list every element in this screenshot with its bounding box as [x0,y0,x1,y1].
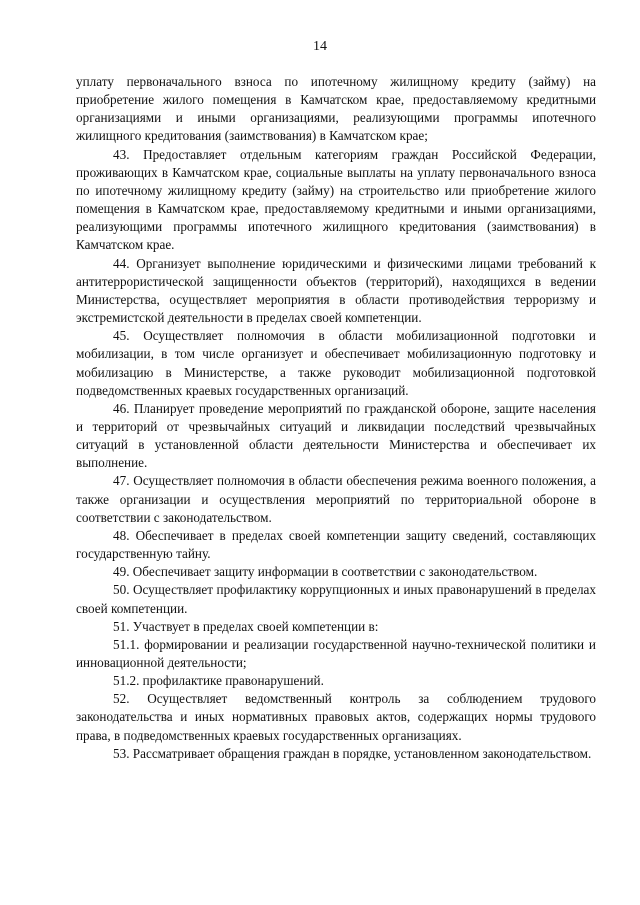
paragraph-item-49: 49. Обеспечивает защиту информации в соответствии с законодательством. [113,564,538,580]
paragraph-item-51: 51. Участвует в пределах своей компетенции в: [113,618,379,634]
paragraph-item-50: 50. Осуществляет профилактику коррупционных и иных правонарушений в пределах своей компетенции. [76,582,596,616]
paragraph-item-48: 48. Обеспечивает в пределах своей компетенции защиту сведений, составляющих государственную тайну. [76,527,596,562]
paragraph-item-51-2: 51.2. профилактике правонарушений. [113,673,324,689]
paragraph-item-51-1: 51.1. формировании и реализации государственной научно-технической политики и инновационной деятельности; [76,636,596,670]
paragraph-item-53: 53. Рассматривает обращения граждан в порядке, установленном законодательством. [113,745,592,761]
paragraph-item-43: 43. Предоставляет отдельным категориям граждан Российской Федерации, проживающих в Камчатском крае, социальные выплаты на уплату первоначального взноса по ипотечному жилищному кредиту (займу) на строительство или приобретение жилого помещения в Камчатском крае, предоставляемому кредитными и иными организациями, реализующими программы ипотечного жилищного кредитования (заимствования) в Камчатском крае. [76,146,596,253]
paragraph-continuation: уплату первоначального взноса по ипотечному жилищному кредиту (займу) на приобретение жилого помещения в Камчатском крае, предоставляемому кредитными организациями и иными организациями, реализующими программы ипотечного жилищного кредитования (заимствования) в Камчатском крае; [76,74,596,144]
paragraph-item-47: 47. Осуществляет полномочия в области обеспечения режима военного положения, а также организации и осуществления мероприятий по территориальной обороне в соответствии с законодательством. [76,473,596,525]
paragraph-item-46: 46. Планирует проведение мероприятий по гражданской обороне, защите населения и территорий от чрезвычайных ситуаций и ликвидации последствий чрезвычайных ситуаций в установленной области деятельности Министерства и обеспечивает их выполнение. [76,400,596,471]
page-number: 14 [313,39,327,54]
document-body [76,73,596,763]
paragraph-item-52: 52. Осуществляет ведомственный контроль за соблюдением трудового законодательства и иных нормативных правовых актов, содержащих нормы трудового права, в подведомственных краевых государственных организациях. [76,691,596,743]
paragraph-item-44: 44. Организует выполнение юридическими и физическими лицами требований к антитеррористической защищенности объектов (территорий), находящихся в ведении Министерства, осуществляет мероприятия в области противодействия терроризму и экстремистской деятельности в пределах своей компетенции. [76,255,596,326]
paragraph-item-45: 45. Осуществляет полномочия в области мобилизационной подготовки и мобилизации, в том числе организует и обеспечивает мобилизационную подготовку и мобилизацию в Министерстве, а также руководит мобилизационной подготовкой подведомственных краевых государственных организаций. [76,328,596,398]
